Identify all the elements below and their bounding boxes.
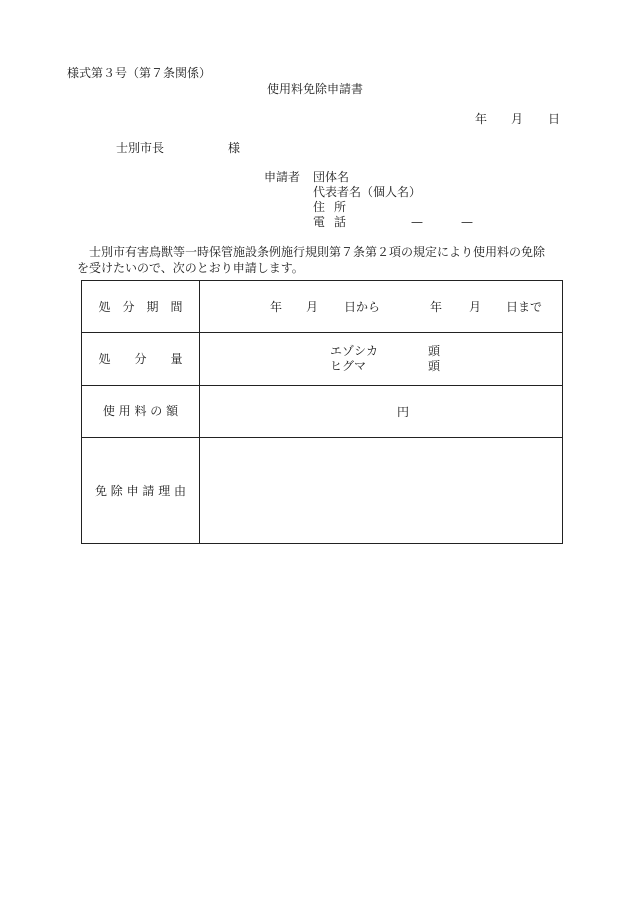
quantity-bear-unit: 頭 bbox=[428, 359, 441, 374]
phone-separator-1: — bbox=[411, 215, 423, 229]
representative-name-label: 代表者名（個人名） bbox=[313, 185, 422, 199]
period-start-month: 月 bbox=[306, 300, 319, 314]
form-number: 様式第３号（第７条関係） bbox=[67, 66, 212, 80]
body-text-line-2: を受けたいので、次のとおり申請します。 bbox=[77, 261, 304, 275]
body-text-line-1: 士別市有害鳥獣等一時保管施設条例施行規則第７条第２項の規定により使用料の免除 bbox=[89, 245, 546, 259]
period-end-year: 年 bbox=[430, 300, 443, 314]
fee-row bbox=[82, 385, 563, 437]
period-row bbox=[82, 281, 563, 333]
phone-separator-2: — bbox=[461, 215, 473, 229]
org-name-label: 団体名 bbox=[313, 170, 350, 184]
fee-unit: 円 bbox=[397, 404, 410, 419]
applicant-label: 申請者 bbox=[264, 170, 301, 184]
period-end-day: 日まで bbox=[506, 300, 543, 314]
date-month-label: 月 bbox=[511, 112, 524, 126]
date-day-label: 日 bbox=[548, 112, 561, 126]
addressee-honorific: 様 bbox=[228, 141, 241, 155]
phone-label: 電話 bbox=[313, 215, 356, 229]
period-label: 処 分 期 間 bbox=[82, 281, 200, 333]
period-end-month: 月 bbox=[469, 300, 482, 314]
quantity-label: 処 分 量 bbox=[82, 333, 200, 385]
quantity-deer-label: エゾシカ bbox=[330, 344, 379, 359]
period-start-year: 年 bbox=[270, 300, 283, 314]
reason-field[interactable] bbox=[200, 438, 563, 544]
document-title: 使用料免除申請書 bbox=[266, 82, 363, 96]
period-field[interactable] bbox=[200, 281, 563, 333]
quantity-deer-unit: 頭 bbox=[428, 344, 441, 359]
quantity-field[interactable] bbox=[200, 333, 563, 385]
period-start-day: 日から bbox=[344, 300, 381, 314]
quantity-bear-label: ヒグマ bbox=[330, 359, 367, 374]
reason-row bbox=[82, 438, 563, 544]
fee-field[interactable] bbox=[200, 385, 563, 437]
addressee-name: 士別市長 bbox=[116, 141, 165, 155]
reason-label: 免 除 申 請 理 由 bbox=[82, 438, 200, 544]
application-table bbox=[81, 280, 563, 544]
quantity-row bbox=[82, 333, 563, 385]
address-label: 住所 bbox=[313, 200, 356, 214]
fee-label: 使 用 料 の 額 bbox=[82, 385, 200, 437]
date-year-label: 年 bbox=[475, 112, 488, 126]
